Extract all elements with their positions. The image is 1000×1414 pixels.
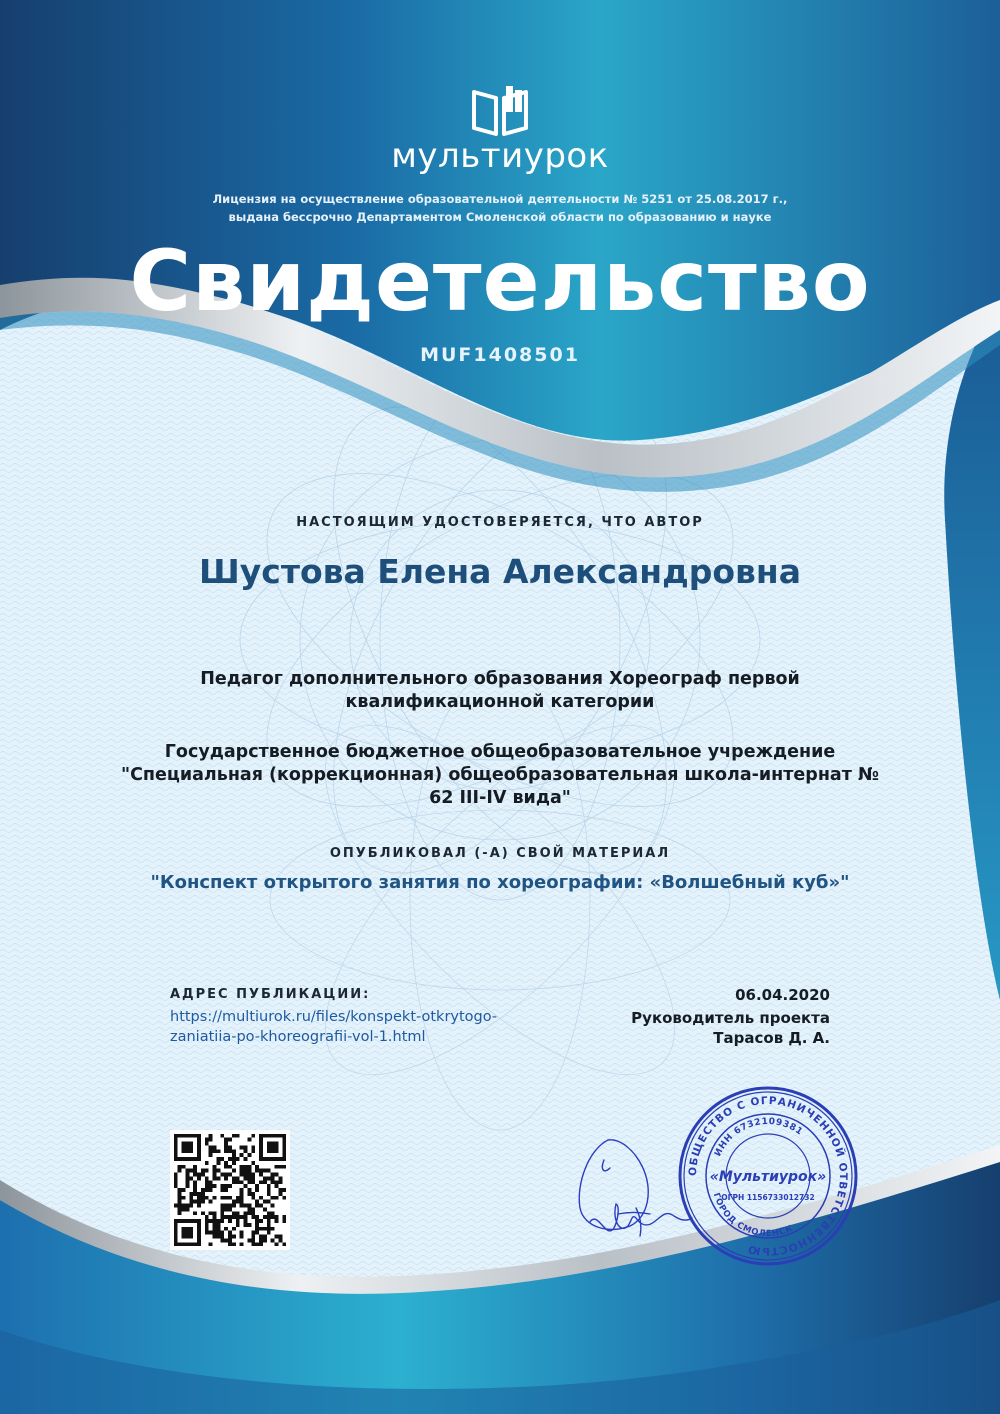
published-label: ОПУБЛИКОВАЛ (-А) СВОЙ МАТЕРИАЛ bbox=[329, 846, 671, 861]
author-position bbox=[150, 668, 850, 714]
qr-code-icon[interactable] bbox=[170, 1130, 290, 1250]
material-title: "Конспект открытого занятия по хореографии: «Волшебный куб»" bbox=[150, 872, 850, 893]
license-line-2: выдана бессрочно Департаментом Смоленской области по образованию и науке bbox=[228, 210, 772, 224]
manager-role: Руководитель проекта bbox=[631, 1009, 830, 1027]
stamp-ogrn: ОГРН 1156733012732 bbox=[721, 1193, 815, 1202]
author-institution bbox=[120, 741, 880, 810]
position-line-1: Педагог дополнительного образования Хореограф первой bbox=[200, 669, 800, 689]
publication-url-line-2[interactable]: zaniatiia-po-khoreografii-vol-1.html bbox=[170, 1029, 426, 1045]
certificate-id: MUF1408501 bbox=[420, 344, 580, 366]
certificate-title: Свидетельство bbox=[129, 232, 871, 330]
license-line-1: Лицензия на осуществление образовательной деятельности № 5251 от 25.08.2017 г., bbox=[212, 192, 788, 206]
author-name: Шустова Елена Александровна bbox=[199, 552, 801, 591]
brand-name: мультиурок bbox=[391, 136, 609, 176]
stamp-center-text: «Мультиурок» bbox=[709, 1169, 827, 1185]
position-line-2: квалификационной категории bbox=[345, 692, 655, 712]
stamp-city: ГОРОД СМОЛЕНСК bbox=[710, 1191, 795, 1240]
institution-line-2: "Специальная (коррекционная) общеобразовательная школа-интернат № bbox=[120, 765, 880, 785]
publication-url[interactable] bbox=[170, 1007, 590, 1047]
svg-text:ИНН 6732109381 bbox=[713, 1117, 804, 1158]
certify-label: НАСТОЯЩИМ УДОСТОВЕРЯЕТСЯ, ЧТО АВТОР bbox=[296, 515, 704, 530]
issue-date: 06.04.2020 bbox=[735, 986, 830, 1004]
institution-line-3: 62 III-IV вида" bbox=[429, 788, 571, 808]
publication-url-line-1[interactable]: https://multiurok.ru/files/konspekt-otkrytogo- bbox=[170, 1009, 498, 1025]
stamp-ring-text: ОБЩЕСТВО С ОГРАНИЧЕННОЙ ОТВЕТСТВЕННОСТЬЮ bbox=[686, 1094, 850, 1258]
book-logo-icon bbox=[470, 84, 530, 138]
stamp-inn: ИНН 6732109381 bbox=[713, 1116, 805, 1159]
license-text bbox=[150, 190, 850, 226]
manager-name: Тарасов Д. А. bbox=[713, 1029, 830, 1047]
address-label: АДРЕС ПУБЛИКАЦИИ: bbox=[170, 987, 371, 1002]
seal-stamp-icon bbox=[676, 1084, 860, 1268]
institution-line-1: Государственное бюджетное общеобразовательное учреждение bbox=[164, 742, 836, 762]
